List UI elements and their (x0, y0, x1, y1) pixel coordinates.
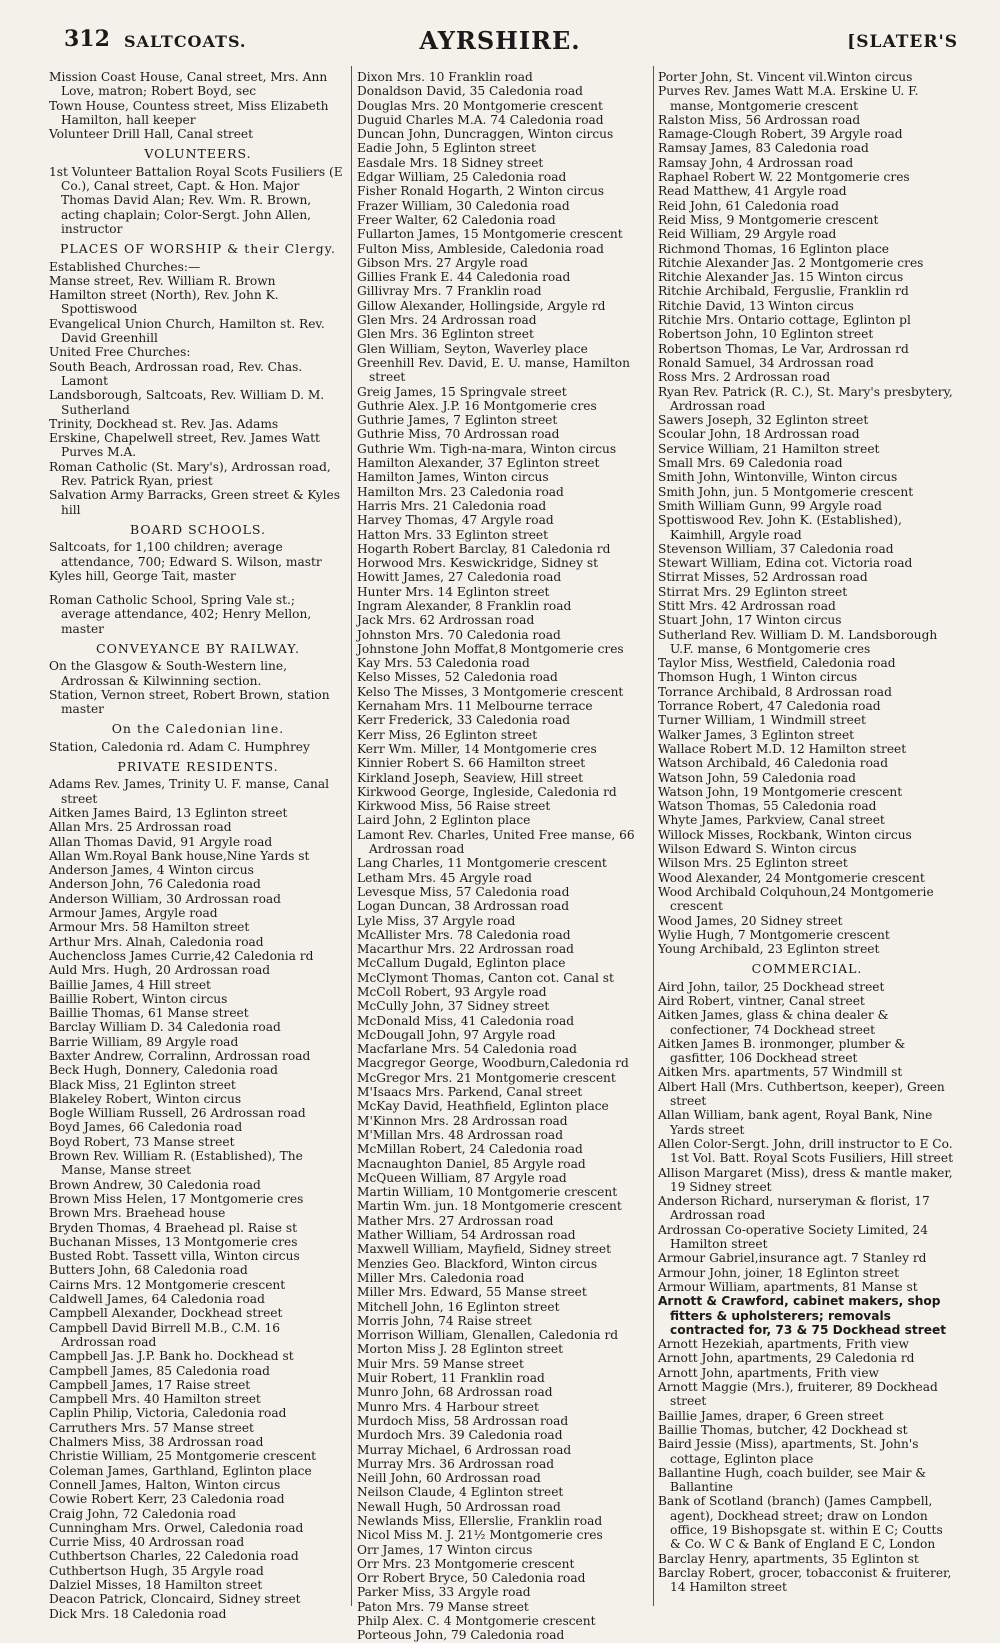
directory-entry: Willock Misses, Rockbank, Winton circus (658, 827, 912, 842)
directory-entry: Trinity, Dockhead st. Rev. Jas. Adams (49, 416, 279, 431)
directory-entry: Kirkwood Miss, 56 Raise street (357, 799, 551, 814)
directory-entry: Freer Walter, 62 Caledonia road (357, 212, 556, 227)
directory-entry: McClymont Thomas, Canton cot. Canal st (357, 970, 614, 985)
directory-entry: Kelso The Misses, 3 Montgomerie crescent (357, 684, 624, 699)
directory-entry: Ralston Miss, 56 Ardrossan road (658, 112, 861, 127)
directory-entry: Orr Mrs. 23 Montgomerie crescent (357, 1556, 575, 1571)
directory-entry: Duncan John, Duncraggen, Winton circus (357, 127, 614, 142)
directory-entry: Greig James, 15 Springvale street (357, 384, 567, 399)
directory-entry: Wood Alexander, 24 Montgomerie crescent (658, 870, 925, 885)
directory-entry: Martin William, 10 Montgomerie crescent (357, 1185, 618, 1200)
directory-entry: Neilson Claude, 4 Eglinton street (357, 1485, 564, 1500)
directory-entry: Kernaham Mrs. 11 Melbourne terrace (357, 699, 593, 714)
directory-entry: Wilson Mrs. 25 Eglinton street (658, 856, 848, 871)
directory-entry: Landsborough, Saltcoats, Rev. William D. M. Sutherland (49, 388, 325, 417)
directory-entry: Watson Thomas, 55 Caledonia road (658, 799, 877, 814)
directory-entry: Buchanan Misses, 13 Montgomerie cres (49, 1234, 298, 1249)
directory-entry: 1st Volunteer Battalion Royal Scots Fusiliers (E Co.), Canal street, Capt. & Hon. Major Thomas David Alan; Rev. Wm. R. Brown, acting chaplain; Color-Sergt. John Allen, instructor (49, 164, 343, 236)
directory-entry: Murdoch Mrs. 39 Caledonia road (357, 1428, 563, 1443)
directory-entry: Arthur Mrs. Alnah, Caledonia road (49, 934, 264, 949)
subheading: Established Churches:— (49, 259, 201, 274)
directory-entry: Ross Mrs. 2 Ardrossan road (658, 370, 831, 385)
directory-entry: Porter John, St. Vincent vil.Winton circus (658, 70, 913, 84)
directory-entry: Robertson John, 10 Eglinton street (658, 327, 874, 342)
directory-entry: Cuthbertson Charles, 22 Caledonia road (49, 1549, 299, 1564)
directory-entry: Roman Catholic School, Spring Vale st.; average attendance, 402; Henry Mellon, master (49, 593, 312, 636)
directory-entry: Carruthers Mrs. 57 Manse street (49, 1420, 254, 1435)
section-heading: CONVEYANCE BY RAILWAY. (96, 640, 300, 656)
directory-entry: Lang Charles, 11 Montgomerie crescent (357, 856, 607, 871)
directory-entry: Watson John, 19 Montgomerie crescent (658, 784, 903, 799)
directory-entry: Black Miss, 21 Eglinton street (49, 1077, 236, 1092)
running-head-publisher: [SLATER'S (847, 32, 958, 52)
directory-entry: Lamont Rev. Charles, United Free manse, 66 Ardrossan road (357, 827, 635, 857)
running-head-county: AYRSHIRE. (419, 26, 581, 55)
directory-entry: Torrance Archibald, 8 Ardrossan road (658, 684, 892, 699)
directory-entry: Harris Mrs. 21 Caledonia road (357, 498, 547, 513)
page-number: 312 (64, 26, 110, 52)
directory-entry: Craig John, 72 Caledonia road (49, 1506, 237, 1521)
directory-column-1 (49, 70, 347, 1635)
directory-entry: M'Millan Mrs. 48 Ardrossan road (357, 1127, 564, 1142)
directory-entry: Cowie Robert Kerr, 23 Caledonia road (49, 1492, 285, 1507)
directory-entry: Morris John, 74 Raise street (357, 1313, 532, 1328)
directory-entry: McQueen William, 87 Argyle road (357, 1170, 567, 1185)
directory-entry: Newlands Miss, Ellerslie, Franklin road (357, 1513, 603, 1528)
directory-entry: Douglas Mrs. 20 Montgomerie crescent (357, 98, 603, 113)
directory-entry: Jack Mrs. 62 Ardrossan road (357, 613, 535, 628)
directory-entry: Gillivray Mrs. 7 Franklin road (357, 284, 542, 299)
directory-column-2 (357, 70, 650, 1643)
directory-entry: Kay Mrs. 53 Caledonia road (357, 656, 530, 671)
directory-entry: Watson John, 59 Caledonia road (658, 770, 856, 785)
directory-entry: Mission Coast House, Canal street, Mrs. Ann Love, matron; Robert Boyd, sec (49, 70, 328, 99)
directory-entry: McColl Robert, 93 Argyle road (357, 985, 547, 999)
directory-entry: Arnott John, apartments, Frith view (658, 1365, 879, 1380)
directory-entry: Caldwell James, 64 Caledonia road (49, 1292, 265, 1307)
directory-entry: Stirrat Mrs. 29 Eglinton street (658, 584, 848, 599)
directory-entry: Frazer William, 30 Caledonia road (357, 198, 570, 213)
directory-entry: Dalziel Misses, 18 Hamilton street (49, 1577, 263, 1592)
directory-entry: Armour William, apartments, 81 Manse st (658, 1279, 918, 1294)
directory-entry: Miller Mrs. Caledonia road (357, 1270, 525, 1285)
directory-entry: Allen Color-Sergt. John, drill instructor to E Co. 1st Vol. Batt. Royal Scots Fusiliers, Hill street (658, 1136, 953, 1166)
directory-entry: Town House, Countess street, Miss Elizabeth Hamilton, hall keeper (49, 98, 329, 127)
directory-entry: Auld Mrs. Hugh, 20 Ardrossan road (49, 963, 271, 978)
directory-entry: Hamilton Alexander, 37 Eglinton street (357, 456, 600, 471)
directory-entry: Campbell James, 17 Raise street (49, 1377, 251, 1392)
directory-entry: Duguid Charles M.A. 74 Caledonia road (357, 112, 604, 127)
directory-entry: Service William, 21 Hamilton street (658, 441, 880, 456)
directory-entry: Macfarlane Mrs. 54 Caledonia road (357, 1042, 577, 1057)
directory-entry: Macnaughton Daniel, 85 Argyle road (357, 1156, 586, 1171)
running-head-place: SALTCOATS. (124, 32, 247, 51)
directory-entry: Auchencloss James Currie,42 Caledonia rd (49, 948, 314, 963)
directory-entry: Lyle Miss, 37 Argyle road (357, 913, 516, 928)
directory-entry: Ramage-Clough Robert, 39 Argyle road (658, 127, 903, 142)
directory-entry: Coleman James, Garthland, Eglinton place (49, 1463, 312, 1478)
directory-entry: Bryden Thomas, 4 Braehead pl. Raise st (49, 1220, 297, 1235)
directory-entry: Turner William, 1 Windmill street (658, 713, 866, 728)
directory-entry: Walker James, 3 Eglinton street (658, 727, 855, 742)
directory-entry: Eadie John, 5 Eglinton street (357, 141, 536, 156)
directory-entry: Howitt James, 27 Caledonia road (357, 570, 562, 585)
directory-entry: Morrison William, Glenallen, Caledonia rd (357, 1328, 619, 1343)
directory-entry: Boyd James, 66 Caledonia road (49, 1120, 243, 1135)
directory-entry: Arnott John, apartments, 29 Caledonia rd (658, 1351, 915, 1366)
directory-entry: Kelso Misses, 52 Caledonia road (357, 670, 558, 685)
directory-entry: Guthrie Wm. Tigh-na-mara, Winton circus (357, 441, 617, 456)
directory-entry: Newall Hugh, 50 Ardrossan road (357, 1499, 561, 1514)
directory-entry: Johnstone John Moffat,8 Montgomerie cres (357, 641, 624, 656)
directory-entry: Blakeley Robert, Winton circus (49, 1091, 242, 1106)
directory-entry: Brown Rev. William R. (Established), The Manse, Manse street (49, 1149, 303, 1178)
directory-entry: Allan Thomas David, 91 Argyle road (49, 834, 273, 849)
directory-entry: Purves Rev. James Watt M.A. Erskine U. F. manse, Montgomerie crescent (658, 84, 919, 113)
directory-entry: Wood Archibald Colquhoun,24 Montgomerie crescent (658, 884, 934, 914)
directory-entry: Deacon Patrick, Cloncaird, Sidney street (49, 1592, 301, 1607)
directory-entry: Murray Mrs. 36 Ardrossan road (357, 1456, 555, 1471)
directory-entry: Stuart John, 17 Winton circus (658, 613, 842, 628)
directory-entry: Thomson Hugh, 1 Winton circus (658, 670, 858, 685)
directory-entry: Hatton Mrs. 33 Eglinton street (357, 527, 549, 542)
directory-entry: Roman Catholic (St. Mary's), Ardrossan road, Rev. Patrick Ryan, priest (49, 459, 331, 489)
directory-entry: Reid William, 29 Argyle road (658, 227, 837, 242)
directory-entry: Hunter Mrs. 14 Eglinton street (357, 584, 550, 599)
directory-entry: Allan Wm.Royal Bank house,Nine Yards st (49, 848, 310, 863)
directory-entry: Volunteer Drill Hall, Canal street (49, 127, 254, 142)
directory-entry: Gibson Mrs. 27 Argyle road (357, 255, 528, 270)
directory-entry: Ryan Rev. Patrick (R. C.), St. Mary's presbytery, Ardrossan road (658, 384, 953, 413)
directory-entry: Stitt Mrs. 42 Ardrossan road (658, 598, 836, 613)
directory-entry: Guthrie Alex. J.P. 16 Montgomerie cres (357, 398, 597, 413)
directory-entry: Morton Miss J. 28 Eglinton street (357, 1342, 564, 1357)
directory-entry: Wylie Hugh, 7 Montgomerie crescent (658, 927, 890, 942)
directory-entry: Adams Rev. James, Trinity U. F. manse, Canal street (49, 777, 330, 806)
directory-entry: Station, Caledonia rd. Adam C. Humphrey (49, 739, 310, 754)
directory-entry: Barclay Robert, grocer, tobacconist & fruiterer, 14 Hamilton street (658, 1565, 952, 1595)
directory-entry: Smith John, Wintonville, Winton circus (658, 470, 898, 485)
directory-entry: McMillan Robert, 24 Caledonia road (357, 1142, 583, 1157)
directory-entry: Albert Hall (Mrs. Cuthbertson, keeper), Green street (658, 1079, 945, 1109)
directory-entry: Christie William, 25 Montgomerie crescent (49, 1449, 317, 1464)
directory-entry: Parker Miss, 33 Argyle road (357, 1585, 531, 1600)
section-heading: PLACES OF WORSHIP & their Clergy. (60, 241, 336, 257)
directory-entry: Aird John, tailor, 25 Dockhead street (658, 979, 885, 994)
section-heading: BOARD SCHOOLS. (129, 521, 266, 537)
directory-entry: Baillie James, 4 Hill street (49, 977, 211, 992)
directory-entry: Kerr Miss, 26 Eglinton street (357, 727, 538, 742)
directory-entry: Ritchie Archibald, Ferguslie, Franklin rd (658, 284, 909, 299)
directory-entry: Dick Mrs. 18 Caledonia road (49, 1606, 227, 1621)
directory-entry: Cunningham Mrs. Orwel, Caledonia road (49, 1520, 304, 1535)
directory-entry: Cairns Mrs. 12 Montgomerie crescent (49, 1277, 286, 1292)
directory-entry: Aitken James, glass & china dealer & confectioner, 74 Dockhead street (658, 1008, 889, 1037)
directory-entry: Aitken James Baird, 13 Eglinton street (49, 805, 288, 820)
directory-entry: Reid Miss, 9 Montgomerie crescent (658, 212, 879, 227)
directory-entry: Horwood Mrs. Keswickridge, Sidney st (357, 556, 598, 571)
directory-entry: Orr James, 17 Winton circus (357, 1542, 533, 1557)
directory-entry: Edgar William, 25 Caledonia road (357, 170, 567, 185)
directory-entry: Donaldson David, 35 Caledonia road (357, 84, 583, 99)
directory-entry: Aitken James B. ironmonger, plumber & gasfitter, 106 Dockhead street (658, 1036, 906, 1066)
directory-entry: Armour James, Argyle road (49, 906, 218, 921)
directory-entry: Ballantine Hugh, coach builder, see Mair & Ballantine (658, 1465, 927, 1495)
directory-entry: Armour John, joiner, 18 Eglinton street (658, 1265, 900, 1280)
directory-entry: Anderson James, 4 Winton circus (49, 863, 254, 878)
directory-entry: Levesque Miss, 57 Caledonia road (357, 884, 570, 899)
directory-entry: Baillie Thomas, 61 Manse street (49, 1006, 249, 1021)
directory-entry: Young Archibald, 23 Eglinton street (658, 942, 880, 957)
directory-entry: Ritchie David, 13 Winton circus (658, 298, 854, 313)
directory-entry: Smith John, jun. 5 Montgomerie crescent (658, 484, 914, 499)
directory-entry: Cuthbertson Hugh, 35 Argyle road (49, 1563, 264, 1578)
directory-entry: Muir Robert, 11 Franklin road (357, 1371, 545, 1386)
directory-entry: Easdale Mrs. 18 Sidney street (357, 155, 544, 170)
directory-entry: Glen Mrs. 24 Ardrossan road (357, 313, 537, 328)
directory-entry: Miller Mrs. Edward, 55 Manse street (357, 1285, 587, 1300)
directory-entry: Sawers Joseph, 32 Eglinton street (658, 413, 869, 428)
directory-entry: Allan Mrs. 25 Ardrossan road (49, 820, 232, 835)
directory-entry: Ingram Alexander, 8 Franklin road (357, 598, 572, 613)
directory-entry: Kirkland Joseph, Seaview, Hill street (357, 770, 584, 785)
directory-entry: Anderson Richard, nurseryman & florist, 17 Ardrossan road (658, 1194, 930, 1223)
directory-entry: Manse street, Rev. William R. Brown (49, 273, 276, 288)
directory-entry: Reid John, 61 Caledonia road (658, 198, 839, 213)
directory-entry: Erskine, Chapelwell street, Rev. James Watt Purves M.A. (49, 431, 320, 460)
directory-entry: Raphael Robert W. 22 Montgomerie cres (658, 170, 910, 185)
directory-entry: McDonald Miss, 41 Caledonia road (357, 1013, 575, 1028)
directory-entry: Connell James, Halton, Winton circus (49, 1477, 281, 1492)
directory-entry: Campbell James, 85 Caledonia road (49, 1363, 270, 1378)
directory-entry: Campbell David Birrell M.B., C.M. 16 Ardrossan road (49, 1320, 280, 1349)
directory-entry: Brown Mrs. Braehead house (49, 1206, 226, 1221)
directory-entry: McGregor Mrs. 21 Montgomerie crescent (357, 1070, 616, 1085)
directory-entry: Munro John, 68 Ardrossan road (357, 1385, 553, 1400)
directory-entry: South Beach, Ardrossan road, Rev. Chas. Lamont (49, 359, 303, 388)
directory-entry: Whyte James, Parkview, Canal street (658, 813, 885, 828)
directory-entry: Kirkwood George, Ingleside, Caledonia rd (357, 784, 617, 799)
directory-entry: Stirrat Misses, 52 Ardrossan road (658, 570, 868, 585)
directory-entry: Bogle William Russell, 26 Ardrossan road (49, 1106, 306, 1121)
directory-entry: Nicol Miss M. J. 21½ Montgomerie cres (357, 1528, 603, 1543)
directory-entry: Saltcoats, for 1,100 children; average attendance, 700; Edward S. Wilson, mastr (49, 540, 322, 569)
directory-entry: Mather Mrs. 27 Ardrossan road (357, 1213, 554, 1228)
directory-entry: Richmond Thomas, 16 Eglinton place (658, 241, 889, 256)
directory-entry: Busted Robt. Tassett villa, Winton circus (49, 1249, 300, 1264)
directory-entry: Gillow Alexander, Hollingside, Argyle rd (357, 298, 606, 313)
directory-entry: Watson Archibald, 46 Caledonia road (658, 756, 889, 771)
directory-entry: Dixon Mrs. 10 Franklin road (357, 70, 533, 84)
directory-entry: Martin Wm. jun. 18 Montgomerie crescent (357, 1199, 622, 1214)
directory-entry: Neill John, 60 Ardrossan road (357, 1471, 541, 1486)
directory-entry: McAllister Mrs. 78 Caledonia road (357, 927, 571, 942)
directory-entry: Caplin Philip, Victoria, Caledonia road (49, 1406, 287, 1421)
directory-entry: Currie Miss, 40 Ardrossan road (49, 1535, 245, 1550)
column-divider (653, 66, 654, 1606)
directory-column-3 (658, 70, 956, 1635)
directory-entry: Fulton Miss, Ambleside, Caledonia road (357, 241, 604, 256)
directory-entry: Bank of Scotland (branch) (James Campbell, agent), Dockhead street; draw on London office, 19 Bishopsgate st. within E C; Coutts & Co. W C & Bank of England E C, London (658, 1494, 943, 1552)
spacer (49, 583, 347, 593)
directory-entry: Arnott Maggie (Mrs.), fruiterer, 89 Dockhead street (658, 1380, 938, 1409)
directory-entry: Ritchie Alexander Jas. 15 Winton circus (658, 270, 904, 285)
directory-entry: Barrie William, 89 Argyle road (49, 1034, 239, 1049)
directory-entry: Guthrie Miss, 70 Ardrossan road (357, 427, 560, 442)
directory-entry: Sutherland Rev. William D. M. Landsborough U.F. manse, 6 Montgomerie cres (658, 627, 938, 656)
directory-entry: Wilson Edward S. Winton circus (658, 842, 857, 857)
directory-entry: Orr Robert Bryce, 50 Caledonia road (357, 1571, 586, 1586)
directory-entry: Wood James, 20 Sidney street (658, 913, 843, 928)
directory-entry: Armour Mrs. 58 Hamilton street (49, 920, 250, 935)
directory-entry: Baird Jessie (Miss), apartments, St. John's cottage, Eglinton place (658, 1437, 919, 1466)
directory-entry: M'Kinnon Mrs. 28 Ardrossan road (357, 1113, 568, 1128)
directory-entry: Guthrie James, 7 Eglinton street (357, 413, 558, 428)
directory-entry: Murray Michael, 6 Ardrossan road (357, 1442, 572, 1457)
directory-entry: Hamilton street (North), Rev. John K. Spottiswood (49, 288, 279, 317)
directory-entry: Logan Duncan, 38 Ardrossan road (357, 899, 570, 914)
directory-entry: Mather William, 54 Ardrossan road (357, 1228, 576, 1243)
directory-entry: Aitken Mrs. apartments, 57 Windmill st (658, 1065, 903, 1080)
directory-entry: Philp Alex. C. 4 Montgomerie crescent (357, 1614, 596, 1629)
directory-entry: Menzies Geo. Blackford, Winton circus (357, 1256, 598, 1271)
advertised-entry: Arnott & Crawford, cabinet makers, shop fitters & upholsterers; removals contracted for, 73 & 75 Dockhead street (658, 1294, 947, 1337)
directory-entry: Paton Mrs. 79 Manse street (357, 1599, 529, 1614)
directory-entry: Mitchell John, 16 Eglinton street (357, 1299, 560, 1314)
directory-entry: Taylor Miss, Westfield, Caledonia road (658, 656, 896, 671)
directory-entry: Baillie Robert, Winton circus (49, 991, 228, 1006)
directory-entry: Armour Gabriel,insurance agt. 7 Stanley rd (658, 1251, 927, 1266)
directory-entry: Greenhill Rev. David, E. U. manse, Hamilton street (357, 355, 630, 385)
directory-entry: Brown Andrew, 30 Caledonia road (49, 1177, 261, 1192)
directory-entry: McDougall John, 97 Argyle road (357, 1027, 556, 1042)
directory-entry: Kyles hill, George Tait, master (49, 568, 236, 583)
directory-entry: Ramsay James, 83 Caledonia road (658, 141, 869, 156)
directory-entry: Baillie James, draper, 6 Green street (658, 1408, 884, 1423)
directory-entry: Gillies Frank E. 44 Caledonia road (357, 270, 571, 285)
directory-entry: Spottiswood Rev. John K. (Established), Kaimhill, Argyle road (658, 513, 902, 542)
directory-entry: Munro Mrs. 4 Harbour street (357, 1399, 539, 1414)
directory-entry: Fullarton James, 15 Montgomerie crescent (357, 227, 623, 242)
directory-entry: Fisher Ronald Hogarth, 2 Winton circus (357, 184, 605, 199)
subheading: United Free Churches: (49, 345, 191, 360)
directory-entry: Ardrossan Co-operative Society Limited, 24 Hamilton street (658, 1222, 928, 1252)
section-heading: COMMERCIAL. (751, 961, 863, 977)
directory-entry: Evangelical Union Church, Hamilton st. Rev. David Greenhill (49, 316, 325, 346)
directory-entry: Beck Hugh, Donnery, Caledonia road (49, 1063, 278, 1078)
directory-entry: Ritchie Alexander Jas. 2 Montgomerie cres (658, 255, 924, 270)
directory-entry: Wallace Robert M.D. 12 Hamilton street (658, 741, 907, 756)
directory-entry: Campbell Jas. J.P. Bank ho. Dockhead st (49, 1349, 294, 1364)
directory-entry: Read Matthew, 41 Argyle road (658, 184, 847, 199)
directory-entry: Stewart William, Edina cot. Victoria road (658, 556, 913, 571)
directory-entry: Ritchie Mrs. Ontario cottage, Eglinton pl (658, 313, 911, 328)
page-header (0, 0, 1000, 60)
directory-entry: Laird John, 2 Eglinton place (357, 813, 531, 828)
directory-entry: Maxwell William, Mayfield, Sidney street (357, 1242, 611, 1257)
directory-entry: Station, Vernon street, Robert Brown, station master (49, 687, 330, 717)
directory-entry: Scoular John, 18 Ardrossan road (658, 427, 860, 442)
directory-entry: Arnott Hezekiah, apartments, Frith view (658, 1337, 909, 1352)
section-heading: PRIVATE RESIDENTS. (117, 759, 279, 775)
column-divider (351, 66, 352, 1606)
directory-entry: McCallum Dugald, Eglinton place (357, 956, 566, 971)
directory-entry: Hogarth Robert Barclay, 81 Caledonia rd (357, 541, 611, 556)
directory-entry: Stevenson William, 37 Caledonia road (658, 541, 894, 556)
directory-entry: Johnston Mrs. 70 Caledonia road (357, 627, 561, 642)
directory-entry: Allan William, bank agent, Royal Bank, Nine Yards street (658, 1108, 933, 1137)
directory-entry: On the Glasgow & South-Western line, Ardrossan & Kilwinning section. (49, 659, 287, 688)
directory-entry: Anderson William, 30 Ardrossan road (49, 891, 281, 906)
directory-entry: Macarthur Mrs. 22 Ardrossan road (357, 942, 574, 957)
directory-entry: McKay David, Heathfield, Eglinton place (357, 1099, 609, 1114)
directory-entry: Glen William, Seyton, Waverley place (357, 341, 588, 356)
directory-entry: Letham Mrs. 45 Argyle road (357, 870, 532, 885)
directory-entry: Ramsay John, 4 Ardrossan road (658, 155, 854, 170)
directory-entry: Hamilton James, Winton circus (357, 470, 549, 485)
directory-entry: Harvey Thomas, 47 Argyle road (357, 513, 554, 528)
directory-entry: Chalmers Miss, 38 Ardrossan road (49, 1435, 264, 1450)
directory-entry: Kerr Wm. Miller, 14 Montgomerie cres (357, 741, 597, 756)
directory-entry: Baillie Thomas, butcher, 42 Dockhead st (658, 1422, 908, 1437)
directory-entry: Barclay William D. 34 Caledonia road (49, 1020, 281, 1035)
directory-entry: Brown Miss Helen, 17 Montgomerie cres (49, 1191, 304, 1206)
section-heading: On the Caledonian line. (111, 721, 285, 737)
directory-entry: Boyd Robert, 73 Manse street (49, 1134, 235, 1149)
directory-entry: Ronald Samuel, 34 Ardrossan road (658, 355, 874, 370)
directory-entry: Muir Mrs. 59 Manse street (357, 1356, 524, 1371)
directory-entry: Robertson Thomas, Le Var, Ardrossan rd (658, 341, 909, 356)
directory-entry: M'Isaacs Mrs. Parkend, Canal street (357, 1085, 583, 1100)
directory-entry: Murdoch Miss, 58 Ardrossan road (357, 1413, 569, 1428)
directory-entry: McCully John, 37 Sidney street (357, 999, 550, 1014)
directory-entry: Torrance Robert, 47 Caledonia road (658, 699, 881, 714)
section-heading: VOLUNTEERS. (144, 146, 252, 162)
directory-entry: Kinnier Robert S. 66 Hamilton street (357, 756, 586, 771)
directory-entry: Allison Margaret (Miss), dress & mantle maker, 19 Sidney street (658, 1165, 953, 1194)
directory-entry: Salvation Army Barracks, Green street & Kyles hill (49, 488, 340, 517)
directory-entry: Campbell Mrs. 40 Hamilton street (49, 1392, 261, 1407)
directory-entry: Glen Mrs. 36 Eglinton street (357, 327, 534, 342)
directory-entry: Kerr Frederick, 33 Caledonia road (357, 713, 571, 728)
directory-entry: Baxter Andrew, Corralinn, Ardrossan road (49, 1049, 311, 1063)
directory-entry: Macgregor George, Woodburn,Caledonia rd (357, 1056, 629, 1071)
directory-entry: Small Mrs. 69 Caledonia road (658, 456, 843, 471)
directory-entry: Hamilton Mrs. 23 Caledonia road (357, 484, 564, 499)
directory-entry: Campbell Alexander, Dockhead street (49, 1306, 283, 1321)
directory-entry: Anderson John, 76 Caledonia road (49, 877, 261, 892)
directory-entry: Porteous John, 79 Caledonia road (357, 1628, 565, 1643)
directory-entry: Aird Robert, vintner, Canal street (658, 994, 865, 1008)
directory-entry: Butters John, 68 Caledonia road (49, 1263, 248, 1278)
directory-entry: Smith William Gunn, 99 Argyle road (658, 498, 882, 513)
directory-entry: Barclay Henry, apartments, 35 Eglinton st (658, 1551, 919, 1566)
